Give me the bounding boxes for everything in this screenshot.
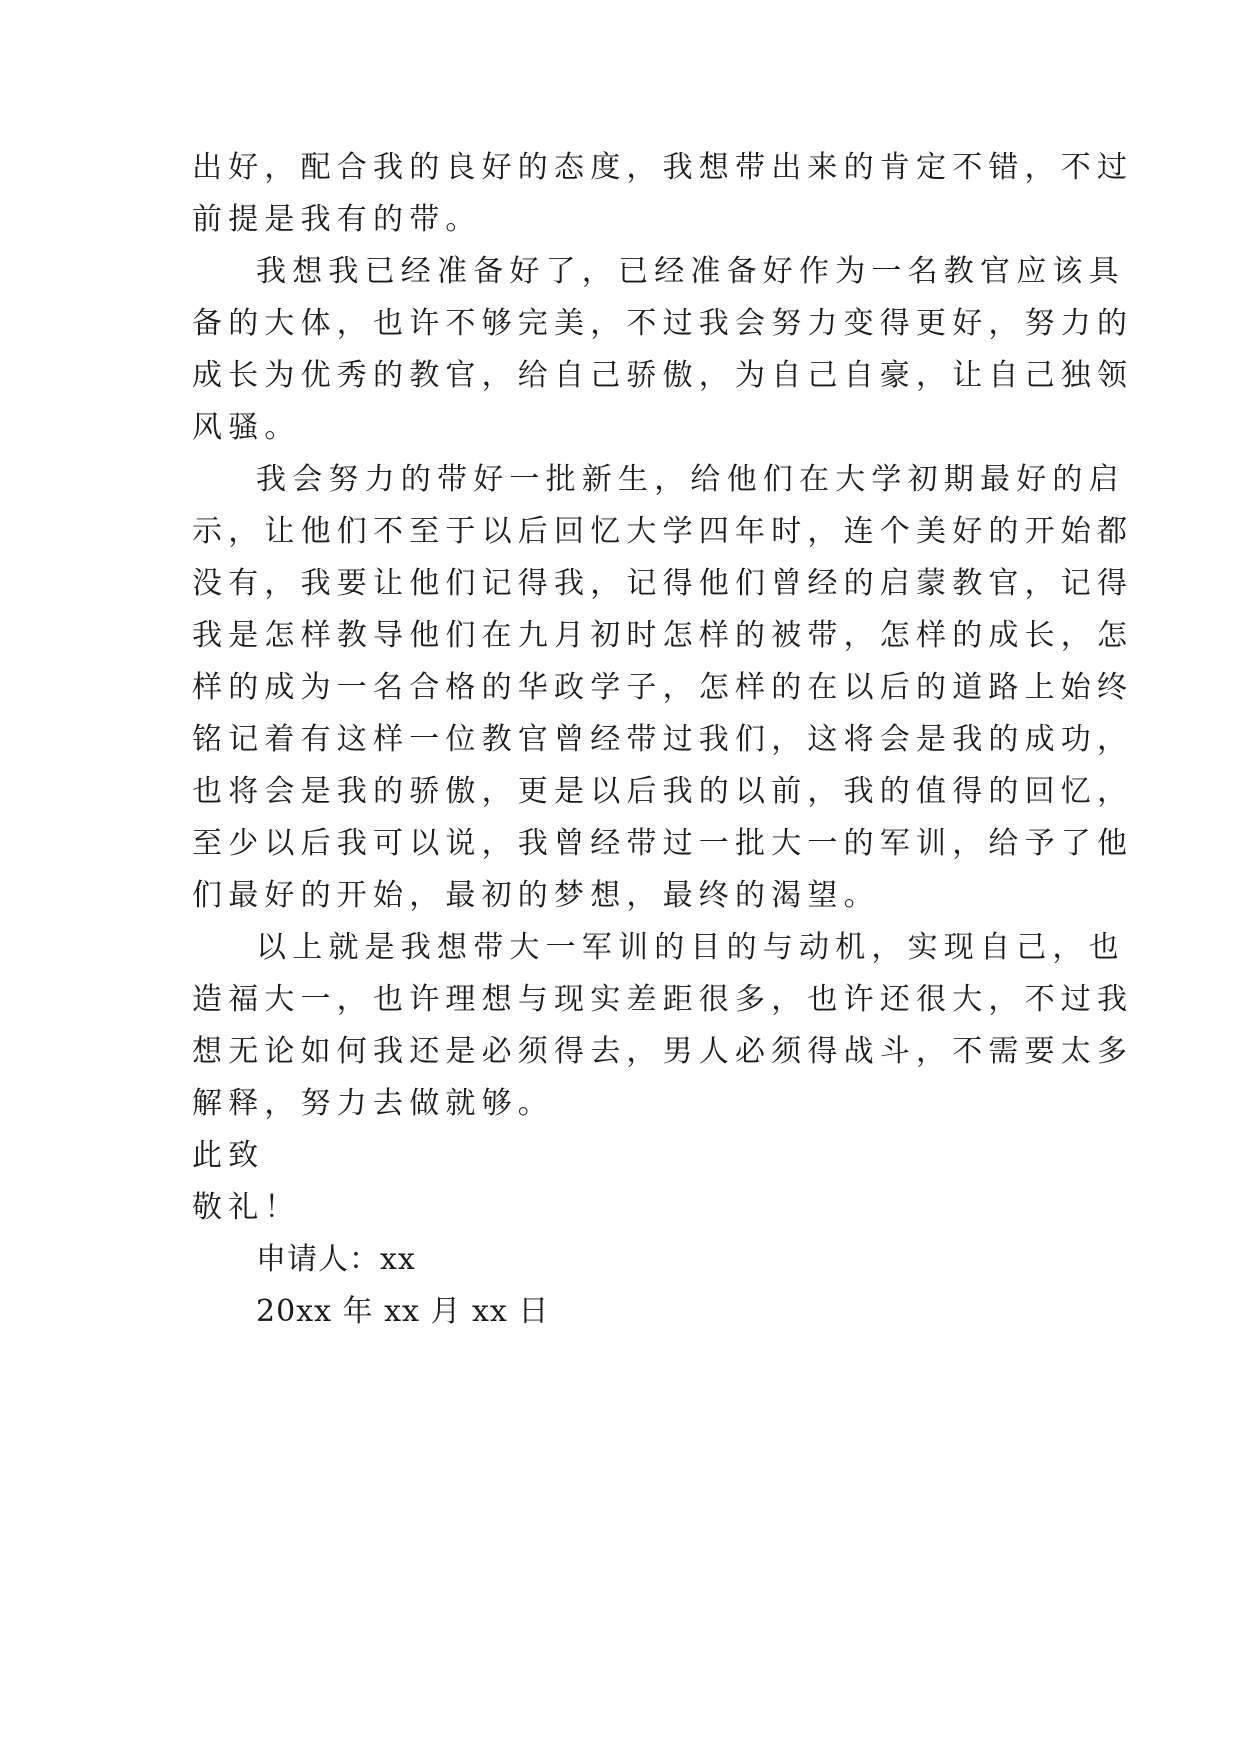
paragraph-line: 前提是我有的带。 [192,202,482,237]
paragraph-line: 没有，我要让他们记得我，记得他们曾经的启蒙教官，记得 [192,566,1134,601]
paragraph-line: 成长为优秀的教官，给自己骄傲，为自己自豪，让自己独领 [192,358,1134,393]
paragraph-line: 出好，配合我的良好的态度，我想带出来的肯定不错，不过 [192,150,1134,185]
paragraph-line: 造福大一，也许理想与现实差距很多，也许还很大，不过我 [192,982,1134,1017]
salutation-text: 敬礼！ [192,1190,301,1225]
paragraph-line: 以上就是我想带大一军训的目的与动机，实现自己，也 [256,930,1125,965]
paragraph-line: 风骚。 [192,410,301,445]
paragraph-line: 我想我已经准备好了，已经准备好作为一名教官应该具 [256,254,1125,289]
paragraph-line: 想无论如何我还是必须得去，男人必须得战斗，不需要太多 [192,1034,1134,1069]
paragraph-line: 们最好的开始，最初的梦想，最终的渴望。 [192,878,880,913]
paragraph-line: 至少以后我可以说，我曾经带过一批大一的军训，给予了他 [192,826,1134,861]
closing-text: 此致 [192,1138,265,1173]
paragraph-line: 解释，努力去做就够。 [192,1086,554,1121]
paragraph-line: 我是怎样教导他们在九月初时怎样的被带，怎样的成长，怎 [192,618,1134,653]
paragraph-line: 示，让他们不至于以后回忆大学四年时，连个美好的开始都 [192,514,1134,549]
paragraph-line: 样的成为一名合格的华政学子，怎样的在以后的道路上始终 [192,670,1134,705]
date-line: 20xx 年 xx 月 xx 日 [256,1294,550,1329]
paragraph-line: 备的大体，也许不够完美，不过我会努力变得更好，努力的 [192,306,1134,341]
applicant-signature: 申请人：xx [256,1242,416,1277]
paragraph-line: 也将会是我的骄傲，更是以后我的以前，我的值得的回忆， [192,774,1134,809]
paragraph-line: 铭记着有这样一位教官曾经带过我们，这将会是我的成功， [192,722,1134,757]
paragraph-line: 我会努力的带好一批新生，给他们在大学初期最好的启 [256,462,1125,497]
